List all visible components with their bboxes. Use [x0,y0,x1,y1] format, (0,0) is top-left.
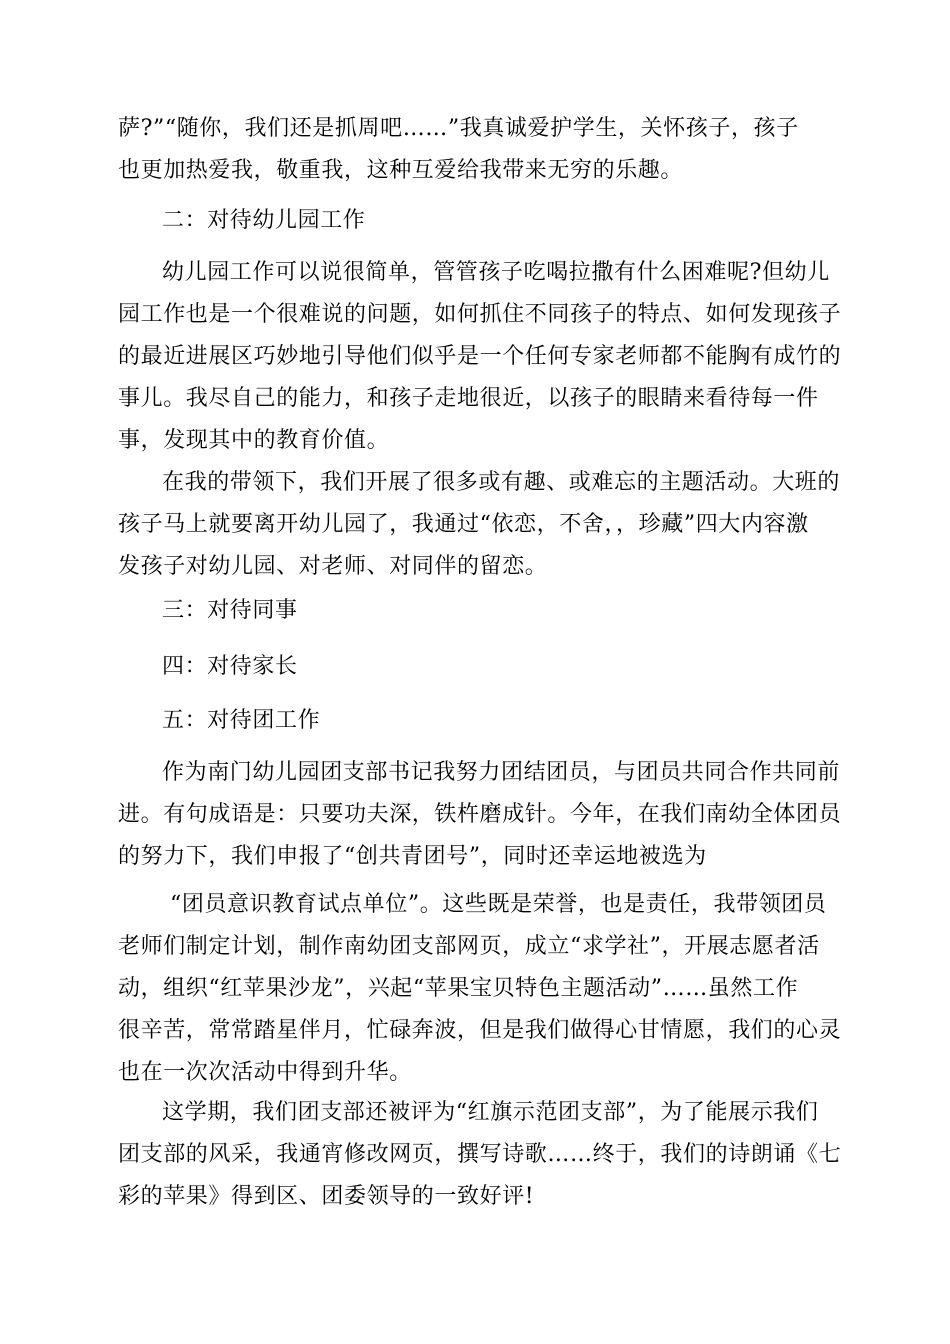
text-line: 动，组织“红苹果沙龙”，兴起“苹果宝贝特色主题活动”……虽然工作 [118,976,799,1001]
section-heading-colleagues [118,590,838,632]
text-line: 发孩子对幼儿园、对老师、对同伴的留恋。 [118,554,548,579]
text-line: 进。有句成语是：只要功夫深，铁杵磨成针。今年，在我们南幼全体团员 [118,802,842,827]
text-line: 萨?”“随你，我们还是抓周吧……”我真诚爱护学生，关怀孩子，孩子 [118,116,799,141]
text-line: 彩的苹果》得到区、团委领导的一致好评! [118,1184,535,1209]
text-line: 事，发现其中的教育价值。 [118,428,390,453]
text-line: 园工作也是一个很难说的问题，如何抓住不同孩子的特点、如何发现孩子 [118,302,842,327]
text-line: 很辛苦，常常踏星伴月，忙碌奔波，但是我们做得心甘情愿，我们的心灵 [118,1018,842,1043]
paragraph-league-branch [118,752,842,878]
heading-text: 二：对待幼儿园工作 [162,208,366,233]
text-line: 老师们制定计划，制作南幼团支部网页，成立“求学社”，开展志愿者活 [118,934,820,959]
text-line: 作为南门幼儿园团支部书记我努力团结团员，与团员共同合作共同前 [162,760,841,785]
text-line: 在我的带领下，我们开展了很多或有趣、或难忘的主题活动。大班的 [162,470,841,495]
paragraph-theme-activities [118,462,841,588]
paragraph-continuation [118,108,838,192]
text-line: 事儿。我尽自己的能力，和孩子走地很近，以孩子的眼睛来看待每一件 [118,386,819,411]
text-line: 孩子马上就要离开幼儿园了，我通过“依恋，不舍，，珍藏”四大内容激 [118,512,809,537]
text-line: 幼儿园工作可以说很简单，管管孩子吃喝拉撒有什么困难呢?但幼儿 [162,260,830,285]
text-line: 的最近进展区巧妙地引导他们似乎是一个任何专家老师都不能胸有成竹的 [118,344,842,369]
paragraph-pilot-unit [118,884,842,1094]
text-line: “团员意识教育试点单位”。这些既是荣誉，也是责任，我带领团员 [170,892,827,917]
paragraph-kindergarten-work [118,252,842,462]
section-heading-parents [118,646,838,688]
text-line: 也在一次次活动中得到升华。 [118,1060,412,1085]
text-line: 这学期，我们团支部还被评为“红旗示范团支部”，为了能展示我们 [162,1100,819,1125]
section-heading-kindergarten-work [118,200,838,242]
paragraph-red-flag-branch [118,1092,842,1218]
heading-text: 四：对待家长 [162,654,298,679]
text-line: 团支部的风采，我通宵修改网页，撰写诗歌……终于，我们的诗朗诵《七 [118,1142,842,1167]
text-line: 也更加热爱我，敬重我，这种互爱给我带来无穷的乐趣。 [118,158,684,183]
text-line: 的努力下，我们申报了“创共青团号”，同时还幸运地被选为 [118,844,707,869]
heading-text: 五：对待团工作 [162,708,321,733]
heading-text: 三：对待同事 [162,598,298,623]
section-heading-league-work [118,700,838,742]
